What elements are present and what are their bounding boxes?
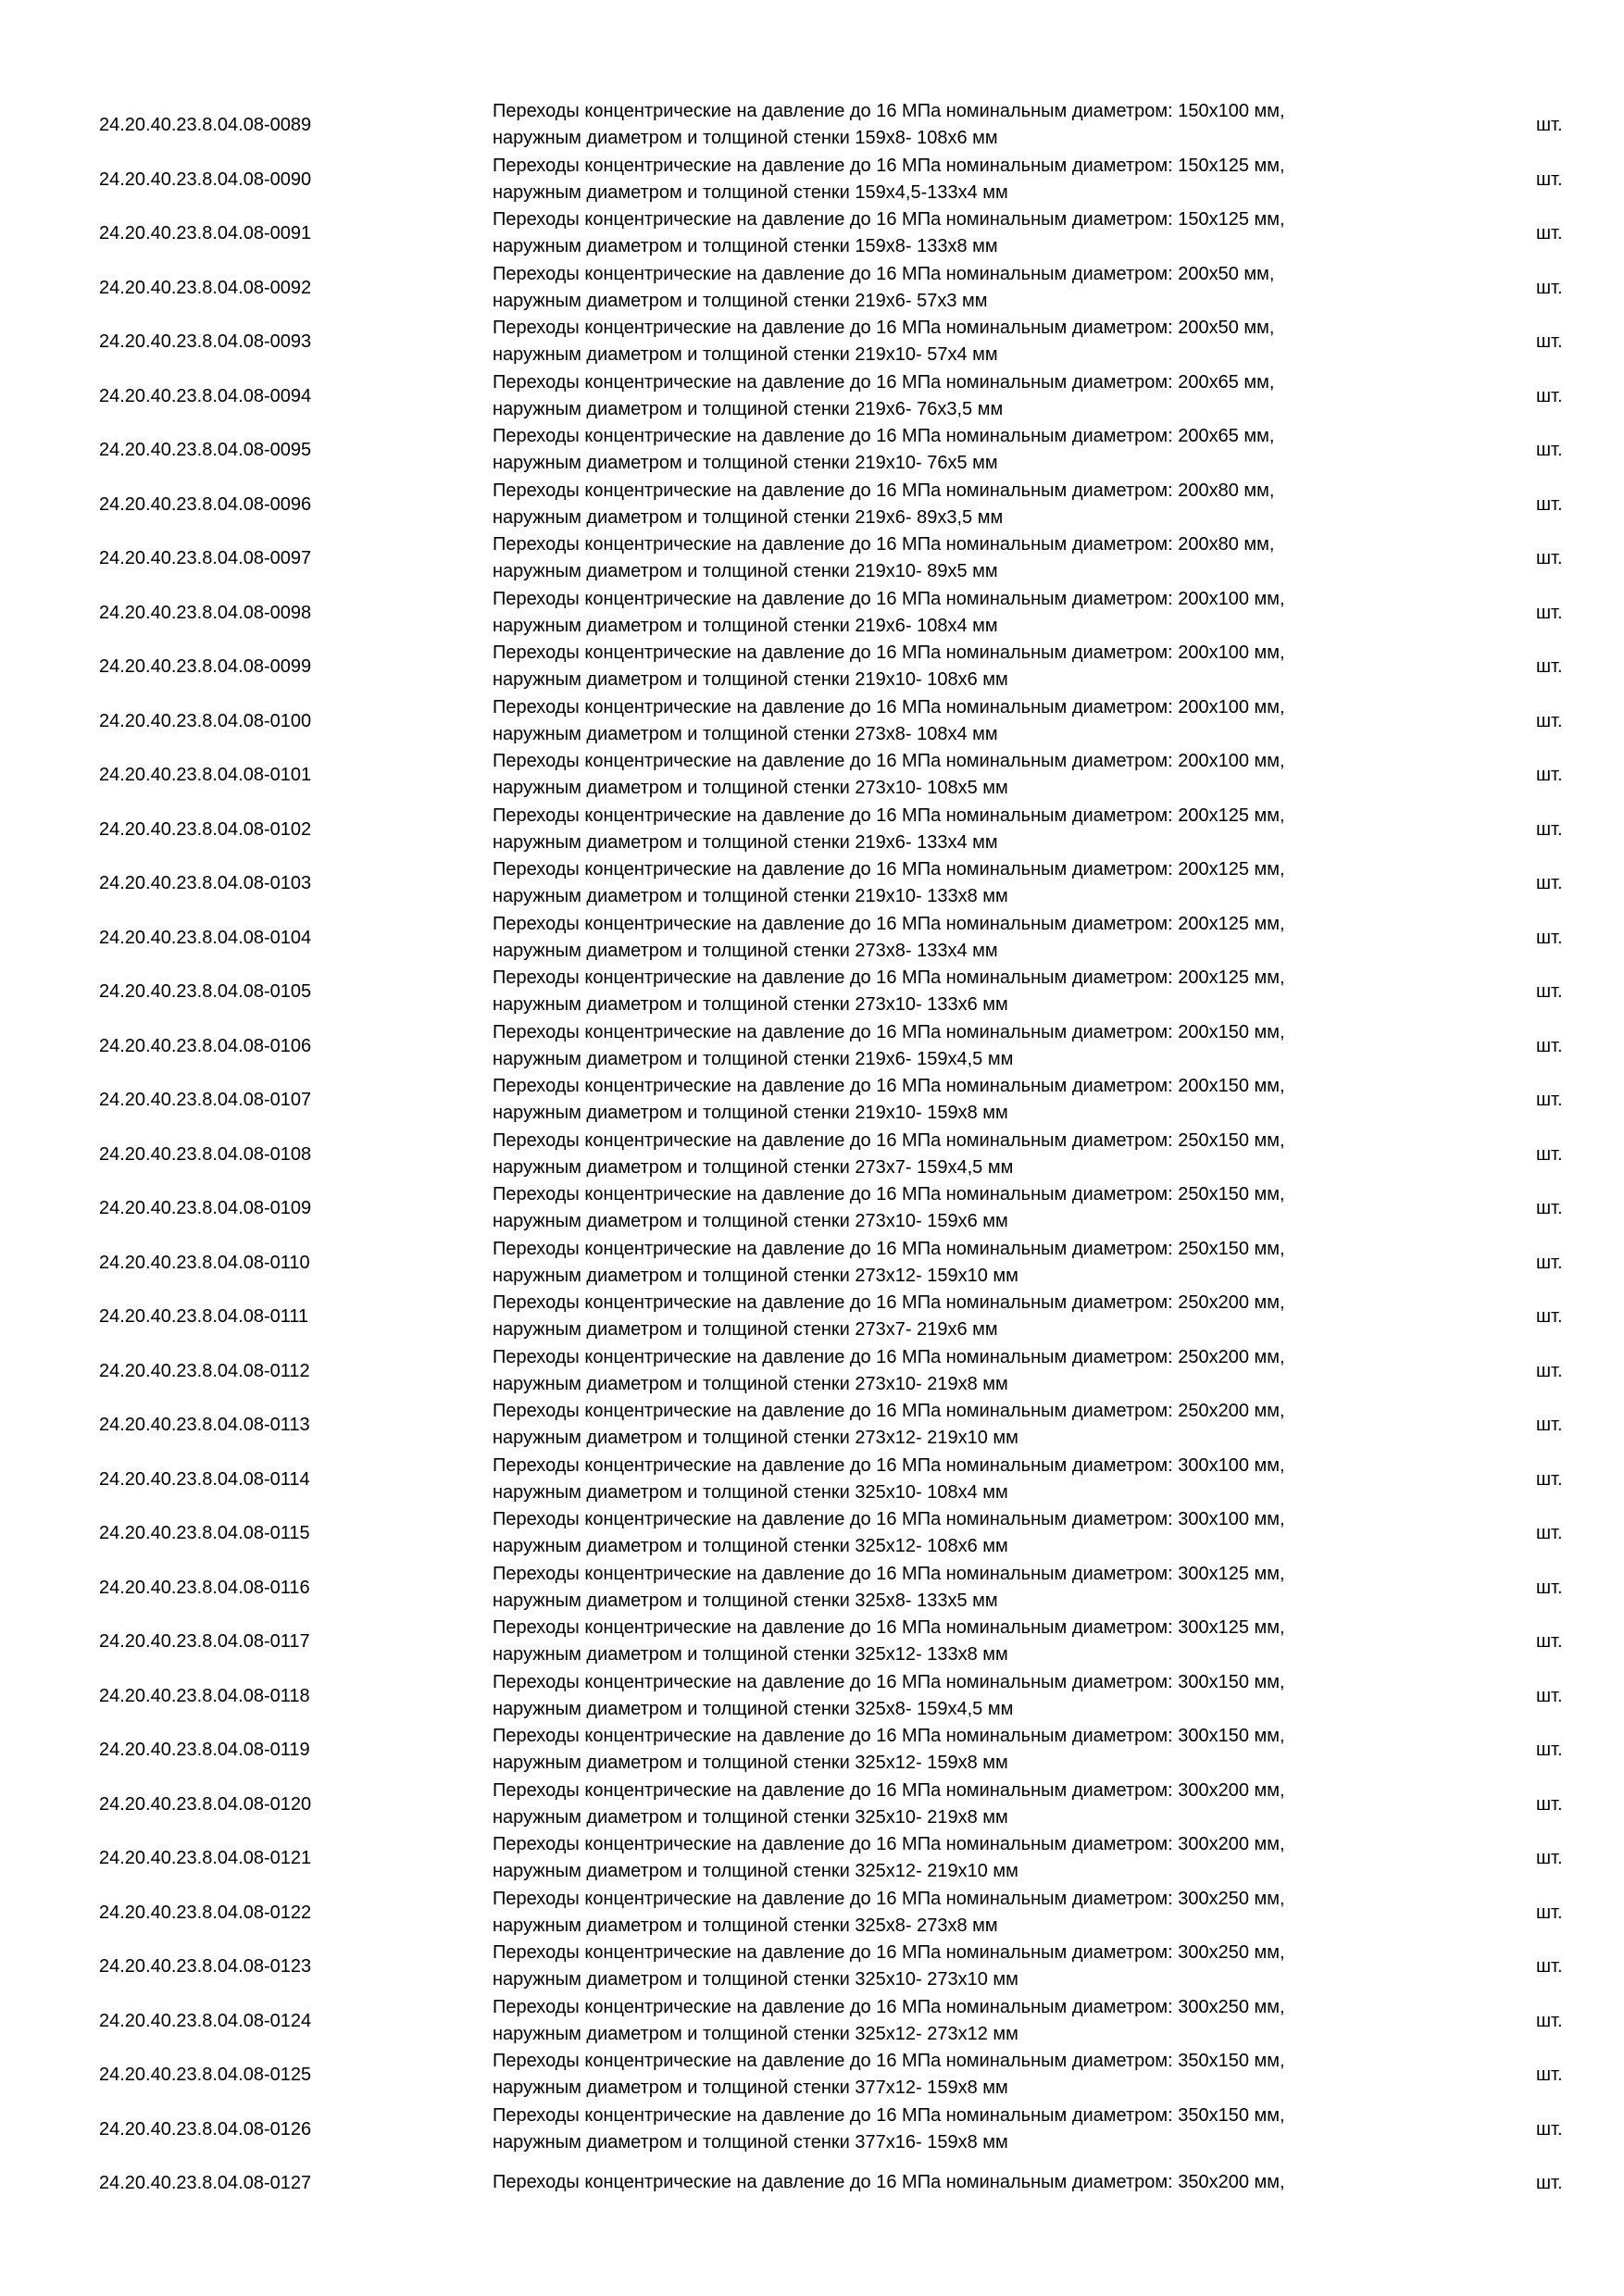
- item-description: [493, 1615, 1418, 1668]
- unit-of-measure: шт.: [1536, 223, 1563, 244]
- unit-of-measure: шт.: [1536, 2173, 1563, 2194]
- item-description: [493, 1831, 1418, 1885]
- description-line-2: наружным диаметром и толщиной стенки 325х8- 133х5 мм: [493, 1590, 998, 1611]
- description-line-1: Переходы концентрические на давление до 16 МПа номинальным диаметром: 350х150 мм,: [493, 2051, 1285, 2071]
- description-line-2: наружным диаметром и толщиной стенки 325х12- 133х8 мм: [493, 1644, 1008, 1665]
- description-line-1: Переходы концентрические на давление до 16 МПа номинальным диаметром: 300х100 мм,: [493, 1509, 1285, 1529]
- item-description: [493, 2103, 1418, 2156]
- item-description: [493, 1236, 1418, 1290]
- item-code: 24.20.40.23.8.04.08-0104: [99, 927, 312, 948]
- description-line-2: наружным диаметром и толщиной стенки 273х8- 108х4 мм: [493, 723, 998, 744]
- description-line-2: наружным диаметром и толщиной стенки 273х7- 219х6 мм: [493, 1319, 998, 1340]
- description-line-2: наружным диаметром и толщиной стенки 273х10- 108х5 мм: [493, 778, 1008, 798]
- item-description: [493, 1128, 1418, 1181]
- unit-of-measure: шт.: [1536, 1902, 1563, 1923]
- description-line-2: наружным диаметром и толщиной стенки 273х7- 159х4,5 мм: [493, 1156, 1014, 1178]
- item-code: 24.20.40.23.8.04.08-0126: [99, 2118, 312, 2140]
- table-row: [0, 531, 1624, 586]
- table-row: [0, 1128, 1624, 1182]
- item-code: 24.20.40.23.8.04.08-0117: [99, 1631, 310, 1653]
- table-row: [0, 1236, 1624, 1291]
- unit-of-measure: шт.: [1536, 927, 1563, 948]
- unit-of-measure: шт.: [1536, 1468, 1563, 1490]
- table-row: [0, 98, 1624, 153]
- unit-of-measure: шт.: [1536, 1631, 1563, 1653]
- item-code: 24.20.40.23.8.04.08-0116: [99, 1577, 310, 1598]
- description-line-1: Переходы концентрические на давление до 16 МПа номинальным диаметром: 200х65 мм,: [493, 371, 1275, 393]
- unit-of-measure: шт.: [1536, 168, 1563, 190]
- description-line-2: наружным диаметром и толщиной стенки 273х8- 133х4 мм: [493, 940, 998, 961]
- description-line-1: Переходы концентрические на давление до 16 МПа номинальным диаметром: 200х150 мм,: [493, 1076, 1285, 1096]
- table-row: [0, 423, 1624, 478]
- description-line-2: наружным диаметром и толщиной стенки 377х12- 159х8 мм: [493, 2078, 1008, 2098]
- item-description: [493, 586, 1418, 640]
- description-line-1: Переходы концентрические на давление до 16 МПа номинальным диаметром: 200х100 мм,: [493, 696, 1285, 718]
- description-line-1: Переходы концентрические на давление до 16 МПа номинальным диаметром: 300х100 мм,: [493, 1454, 1285, 1476]
- table-row: [0, 1506, 1624, 1561]
- item-code: 24.20.40.23.8.04.08-0123: [99, 1956, 312, 1978]
- description-line-2: наружным диаметром и толщиной стенки 325х12- 159х8 мм: [493, 1753, 1008, 1773]
- description-line-2: наружным диаметром и толщиной стенки 219х6- 76х3,5 мм: [493, 398, 1004, 419]
- item-code: 24.20.40.23.8.04.08-0110: [99, 1252, 310, 1273]
- description-line-2: наружным диаметром и толщиной стенки 219х10- 133х8 мм: [493, 886, 1008, 906]
- description-line-2: наружным диаметром и толщиной стенки 219х10- 57х4 мм: [493, 344, 998, 365]
- description-line-1: Переходы концентрические на давление до 16 МПа номинальным диаметром: 350х150 мм,: [493, 2104, 1285, 2126]
- item-code: 24.20.40.23.8.04.08-0115: [99, 1523, 310, 1544]
- item-description: [493, 531, 1418, 585]
- item-description: [493, 1506, 1418, 1560]
- description-line-1: Переходы концентрические на давление до 16 МПа номинальным диаметром: 200х100 мм,: [493, 751, 1285, 771]
- unit-of-measure: шт.: [1536, 1090, 1563, 1111]
- description-line-2: наружным диаметром и толщиной стенки 377х16- 159х8 мм: [493, 2131, 1008, 2152]
- item-description: [493, 1886, 1418, 1940]
- table-row: [0, 694, 1624, 749]
- item-code: 24.20.40.23.8.04.08-0093: [99, 331, 312, 353]
- unit-of-measure: шт.: [1536, 1523, 1563, 1544]
- description-line-1: Переходы концентрические на давление до 16 МПа номинальным диаметром: 200х125 мм,: [493, 913, 1285, 934]
- item-code: 24.20.40.23.8.04.08-0092: [99, 277, 312, 298]
- table-row: [0, 1669, 1624, 1724]
- item-description: [493, 1561, 1418, 1615]
- unit-of-measure: шт.: [1536, 1306, 1563, 1328]
- unit-of-measure: шт.: [1536, 1198, 1563, 1219]
- item-description: [493, 911, 1418, 965]
- description-line-2: наружным диаметром и толщиной стенки 219х6- 57х3 мм: [493, 290, 988, 311]
- item-code: 24.20.40.23.8.04.08-0125: [99, 2065, 312, 2086]
- description-line-1: Переходы концентрические на давление до 16 МПа номинальным диаметром: 250х200 мм,: [493, 1346, 1285, 1367]
- unit-of-measure: шт.: [1536, 115, 1563, 136]
- item-code: 24.20.40.23.8.04.08-0095: [99, 440, 312, 461]
- price-list-table: [0, 98, 1624, 2211]
- description-line-2: наружным диаметром и толщиной стенки 219х6- 89х3,5 мм: [493, 506, 1004, 528]
- table-row: [0, 640, 1624, 694]
- table-row: [0, 1453, 1624, 1507]
- item-code: 24.20.40.23.8.04.08-0124: [99, 2010, 312, 2031]
- description-line-2: наружным диаметром и толщиной стенки 273х10- 159х6 мм: [493, 1211, 1008, 1231]
- unit-of-measure: шт.: [1536, 873, 1563, 894]
- item-description: [493, 369, 1418, 423]
- description-line-2: наружным диаметром и толщиной стенки 273х12- 159х10 мм: [493, 1265, 1018, 1286]
- description-line-2: наружным диаметром и толщиной стенки 159х8- 133х8 мм: [493, 236, 998, 256]
- table-row: [0, 369, 1624, 424]
- description-line-2: наружным диаметром и толщиной стенки 219х10- 108х6 мм: [493, 669, 1008, 690]
- item-code: 24.20.40.23.8.04.08-0103: [99, 873, 312, 894]
- description-line-1: Переходы концентрические на давление до 16 МПа номинальным диаметром: 300х250 мм,: [493, 1888, 1285, 1909]
- description-line-2: наружным диаметром и толщиной стенки 325х10- 273х10 мм: [493, 1969, 1018, 1990]
- description-line-1: Переходы концентрические на давление до 16 МПа номинальным диаметром: 250х150 мм,: [493, 1238, 1285, 1259]
- description-line-1: Переходы концентрические на давление до 16 МПа номинальным диаметром: 150х125 мм,: [493, 209, 1285, 230]
- description-line-2: наружным диаметром и толщиной стенки 219х10- 76х5 мм: [493, 453, 998, 473]
- item-description: [493, 1181, 1418, 1235]
- unit-of-measure: шт.: [1536, 656, 1563, 678]
- table-row: [0, 153, 1624, 207]
- table-row: [0, 1723, 1624, 1778]
- description-line-2: наружным диаметром и толщиной стенки 219х10- 159х8 мм: [493, 1103, 1008, 1123]
- item-code: 24.20.40.23.8.04.08-0102: [99, 818, 312, 840]
- item-code: 24.20.40.23.8.04.08-0107: [99, 1090, 312, 1111]
- description-line-2: наружным диаметром и толщиной стенки 219х6- 108х4 мм: [493, 615, 998, 636]
- table-row: [0, 2156, 1624, 2211]
- description-line-1: Переходы концентрические на давление до 16 МПа номинальным диаметром: 250х150 мм,: [493, 1129, 1285, 1151]
- item-code: 24.20.40.23.8.04.08-0098: [99, 602, 312, 623]
- item-code: 24.20.40.23.8.04.08-0113: [99, 1415, 310, 1436]
- item-description: [493, 640, 1418, 693]
- unit-of-measure: шт.: [1536, 602, 1563, 623]
- description-line-1: Переходы концентрические на давление до 16 МПа номинальным диаметром: 150х100 мм,: [493, 101, 1285, 121]
- description-line-1: Переходы концентрические на давление до 16 МПа номинальным диаметром: 300х200 мм,: [493, 1834, 1285, 1854]
- unit-of-measure: шт.: [1536, 1143, 1563, 1165]
- unit-of-measure: шт.: [1536, 2118, 1563, 2140]
- table-row: [0, 261, 1624, 316]
- item-code: 24.20.40.23.8.04.08-0105: [99, 981, 312, 1003]
- description-line-1: Переходы концентрические на давление до 16 МПа номинальным диаметром: 300х125 мм,: [493, 1563, 1285, 1584]
- description-line-1: Переходы концентрические на давление до 16 МПа номинальным диаметром: 200х50 мм,: [493, 263, 1275, 284]
- description-line-2: наружным диаметром и толщиной стенки 273х12- 219х10 мм: [493, 1428, 1018, 1448]
- item-code: 24.20.40.23.8.04.08-0118: [99, 1685, 310, 1706]
- item-description: [493, 423, 1418, 477]
- unit-of-measure: шт.: [1536, 548, 1563, 569]
- item-code: 24.20.40.23.8.04.08-0120: [99, 1793, 312, 1815]
- description-line-1: Переходы концентрические на давление до 16 МПа номинальным диаметром: 200х125 мм,: [493, 805, 1285, 826]
- table-row: [0, 1019, 1624, 1074]
- item-description: [493, 1994, 1418, 2048]
- description-line-2: наружным диаметром и толщиной стенки 219х6- 159х4,5 мм: [493, 1048, 1014, 1069]
- table-row: [0, 1344, 1624, 1399]
- table-row: [0, 1994, 1624, 2049]
- item-description: [493, 1290, 1418, 1343]
- item-description: [493, 1669, 1418, 1723]
- item-description: [493, 2169, 1418, 2196]
- description-line-1: Переходы концентрические на давление до 16 МПа номинальным диаметром: 250х200 мм,: [493, 1401, 1285, 1421]
- unit-of-measure: шт.: [1536, 1360, 1563, 1381]
- description-line-1: Переходы концентрические на давление до 16 МПа номинальным диаметром: 200х125 мм,: [493, 967, 1285, 988]
- description-line-2: наружным диаметром и толщиной стенки 325х12- 219х10 мм: [493, 1861, 1018, 1881]
- table-row: [0, 586, 1624, 641]
- item-description: [493, 856, 1418, 910]
- description-line-1: Переходы концентрические на давление до 16 МПа номинальным диаметром: 300х250 мм,: [493, 1996, 1285, 2017]
- table-row: [0, 1831, 1624, 1886]
- description-line-2: наружным диаметром и толщиной стенки 325х12- 273х12 мм: [493, 2023, 1018, 2044]
- table-row: [0, 1181, 1624, 1236]
- description-line-1: Переходы концентрические на давление до 16 МПа номинальным диаметром: 300х200 мм,: [493, 1779, 1285, 1801]
- description-line-1: Переходы концентрические на давление до 16 МПа номинальным диаметром: 150х125 мм,: [493, 155, 1285, 176]
- unit-of-measure: шт.: [1536, 1685, 1563, 1706]
- description-line-2: наружным диаметром и толщиной стенки 325х8- 273х8 мм: [493, 1915, 998, 1936]
- table-row: [0, 965, 1624, 1019]
- description-line-1: Переходы концентрические на давление до 16 МПа номинальным диаметром: 200х80 мм,: [493, 534, 1275, 555]
- item-code: 24.20.40.23.8.04.08-0119: [99, 1740, 310, 1761]
- item-code: 24.20.40.23.8.04.08-0096: [99, 493, 312, 515]
- table-row: [0, 911, 1624, 966]
- description-line-1: Переходы концентрические на давление до 16 МПа номинальным диаметром: 300х125 мм,: [493, 1617, 1285, 1638]
- description-line-1: Переходы концентрические на давление до 16 МПа номинальным диаметром: 350х200 мм,: [493, 2172, 1285, 2192]
- description-line-2: наружным диаметром и толщиной стенки 325х12- 108х6 мм: [493, 1536, 1008, 1556]
- item-code: 24.20.40.23.8.04.08-0108: [99, 1143, 312, 1165]
- item-code: 24.20.40.23.8.04.08-0090: [99, 168, 312, 190]
- table-row: [0, 1886, 1624, 1940]
- item-description: [493, 315, 1418, 368]
- unit-of-measure: шт.: [1536, 385, 1563, 406]
- table-row: [0, 803, 1624, 857]
- table-row: [0, 1615, 1624, 1669]
- item-code: 24.20.40.23.8.04.08-0122: [99, 1902, 312, 1923]
- item-description: [493, 261, 1418, 315]
- unit-of-measure: шт.: [1536, 1577, 1563, 1598]
- unit-of-measure: шт.: [1536, 1956, 1563, 1978]
- table-row: [0, 1073, 1624, 1128]
- description-line-2: наружным диаметром и толщиной стенки 159х4,5-133х4 мм: [493, 181, 1008, 203]
- table-row: [0, 856, 1624, 911]
- item-description: [493, 153, 1418, 206]
- item-code: 24.20.40.23.8.04.08-0091: [99, 223, 312, 244]
- item-description: [493, 1398, 1418, 1452]
- item-description: [493, 1073, 1418, 1127]
- table-row: [0, 1561, 1624, 1616]
- table-row: [0, 1290, 1624, 1344]
- description-line-2: наружным диаметром и толщиной стенки 219х6- 133х4 мм: [493, 831, 998, 853]
- table-row: [0, 478, 1624, 532]
- item-code: 24.20.40.23.8.04.08-0109: [99, 1198, 312, 1219]
- unit-of-measure: шт.: [1536, 765, 1563, 786]
- description-line-2: наружным диаметром и толщиной стенки 325х10- 108х4 мм: [493, 1481, 1008, 1503]
- item-description: [493, 1723, 1418, 1777]
- table-row: [0, 315, 1624, 369]
- description-line-1: Переходы концентрические на давление до 16 МПа номинальным диаметром: 200х100 мм,: [493, 588, 1285, 609]
- item-description: [493, 1453, 1418, 1506]
- table-row: [0, 1778, 1624, 1832]
- item-description: [493, 206, 1418, 260]
- item-description: [493, 98, 1418, 152]
- unit-of-measure: шт.: [1536, 1415, 1563, 1436]
- unit-of-measure: шт.: [1536, 331, 1563, 353]
- item-description: [493, 1778, 1418, 1831]
- unit-of-measure: шт.: [1536, 440, 1563, 461]
- item-code: 24.20.40.23.8.04.08-0127: [99, 2173, 312, 2194]
- item-code: 24.20.40.23.8.04.08-0094: [99, 385, 312, 406]
- description-line-1: Переходы концентрические на давление до 16 МПа номинальным диаметром: 250х200 мм,: [493, 1292, 1285, 1313]
- item-description: [493, 694, 1418, 748]
- item-description: [493, 478, 1418, 531]
- description-line-1: Переходы концентрические на давление до 16 МПа номинальным диаметром: 200х50 мм,: [493, 318, 1275, 338]
- description-line-2: наружным диаметром и толщиной стенки 325х10- 219х8 мм: [493, 1806, 1008, 1828]
- item-code: 24.20.40.23.8.04.08-0114: [99, 1468, 310, 1490]
- description-line-1: Переходы концентрические на давление до 16 МПа номинальным диаметром: 300х250 мм,: [493, 1942, 1285, 1963]
- unit-of-measure: шт.: [1536, 2010, 1563, 2031]
- unit-of-measure: шт.: [1536, 2065, 1563, 2086]
- item-code: 24.20.40.23.8.04.08-0111: [99, 1306, 309, 1328]
- item-description: [493, 965, 1418, 1018]
- unit-of-measure: шт.: [1536, 1740, 1563, 1761]
- description-line-2: наружным диаметром и толщиной стенки 273х10- 219х8 мм: [493, 1373, 1008, 1394]
- table-row: [0, 748, 1624, 803]
- description-line-1: Переходы концентрические на давление до 16 МПа номинальным диаметром: 200х150 мм,: [493, 1021, 1285, 1042]
- item-description: [493, 1019, 1418, 1073]
- description-line-1: Переходы концентрические на давление до 16 МПа номинальным диаметром: 300х150 мм,: [493, 1671, 1285, 1692]
- table-row: [0, 2048, 1624, 2103]
- item-code: 24.20.40.23.8.04.08-0121: [99, 1848, 312, 1869]
- description-line-2: наружным диаметром и толщиной стенки 159х8- 108х6 мм: [493, 128, 998, 148]
- item-code: 24.20.40.23.8.04.08-0099: [99, 656, 312, 678]
- table-row: [0, 1940, 1624, 1994]
- item-code: 24.20.40.23.8.04.08-0097: [99, 548, 312, 569]
- description-line-1: Переходы концентрические на давление до 16 МПа номинальным диаметром: 250х150 мм,: [493, 1184, 1285, 1204]
- unit-of-measure: шт.: [1536, 981, 1563, 1003]
- table-row: [0, 206, 1624, 261]
- unit-of-measure: шт.: [1536, 1793, 1563, 1815]
- item-code: 24.20.40.23.8.04.08-0101: [99, 765, 312, 786]
- item-code: 24.20.40.23.8.04.08-0112: [99, 1360, 310, 1381]
- description-line-2: наружным диаметром и толщиной стенки 325х8- 159х4,5 мм: [493, 1698, 1014, 1719]
- description-line-1: Переходы концентрические на давление до 16 МПа номинальным диаметром: 200х125 мм,: [493, 859, 1285, 880]
- unit-of-measure: шт.: [1536, 1252, 1563, 1273]
- description-line-1: Переходы концентрические на давление до 16 МПа номинальным диаметром: 200х65 мм,: [493, 426, 1275, 446]
- description-line-1: Переходы концентрические на давление до 16 МПа номинальным диаметром: 200х80 мм,: [493, 480, 1275, 501]
- unit-of-measure: шт.: [1536, 493, 1563, 515]
- item-code: 24.20.40.23.8.04.08-0089: [99, 115, 312, 136]
- table-row: [0, 1398, 1624, 1453]
- description-line-1: Переходы концентрические на давление до 16 МПа номинальным диаметром: 200х100 мм,: [493, 643, 1285, 663]
- item-code: 24.20.40.23.8.04.08-0100: [99, 710, 312, 731]
- item-code: 24.20.40.23.8.04.08-0106: [99, 1035, 312, 1056]
- unit-of-measure: шт.: [1536, 710, 1563, 731]
- description-line-2: наружным диаметром и толщиной стенки 273х10- 133х6 мм: [493, 994, 1008, 1015]
- item-description: [493, 2048, 1418, 2102]
- unit-of-measure: шт.: [1536, 1848, 1563, 1869]
- item-description: [493, 803, 1418, 856]
- unit-of-measure: шт.: [1536, 1035, 1563, 1056]
- item-description: [493, 1344, 1418, 1398]
- unit-of-measure: шт.: [1536, 277, 1563, 298]
- description-line-1: Переходы концентрические на давление до 16 МПа номинальным диаметром: 300х150 мм,: [493, 1726, 1285, 1746]
- item-description: [493, 748, 1418, 802]
- table-row: [0, 2103, 1624, 2157]
- unit-of-measure: шт.: [1536, 818, 1563, 840]
- item-description: [493, 1940, 1418, 1993]
- description-line-2: наружным диаметром и толщиной стенки 219х10- 89х5 мм: [493, 561, 998, 581]
